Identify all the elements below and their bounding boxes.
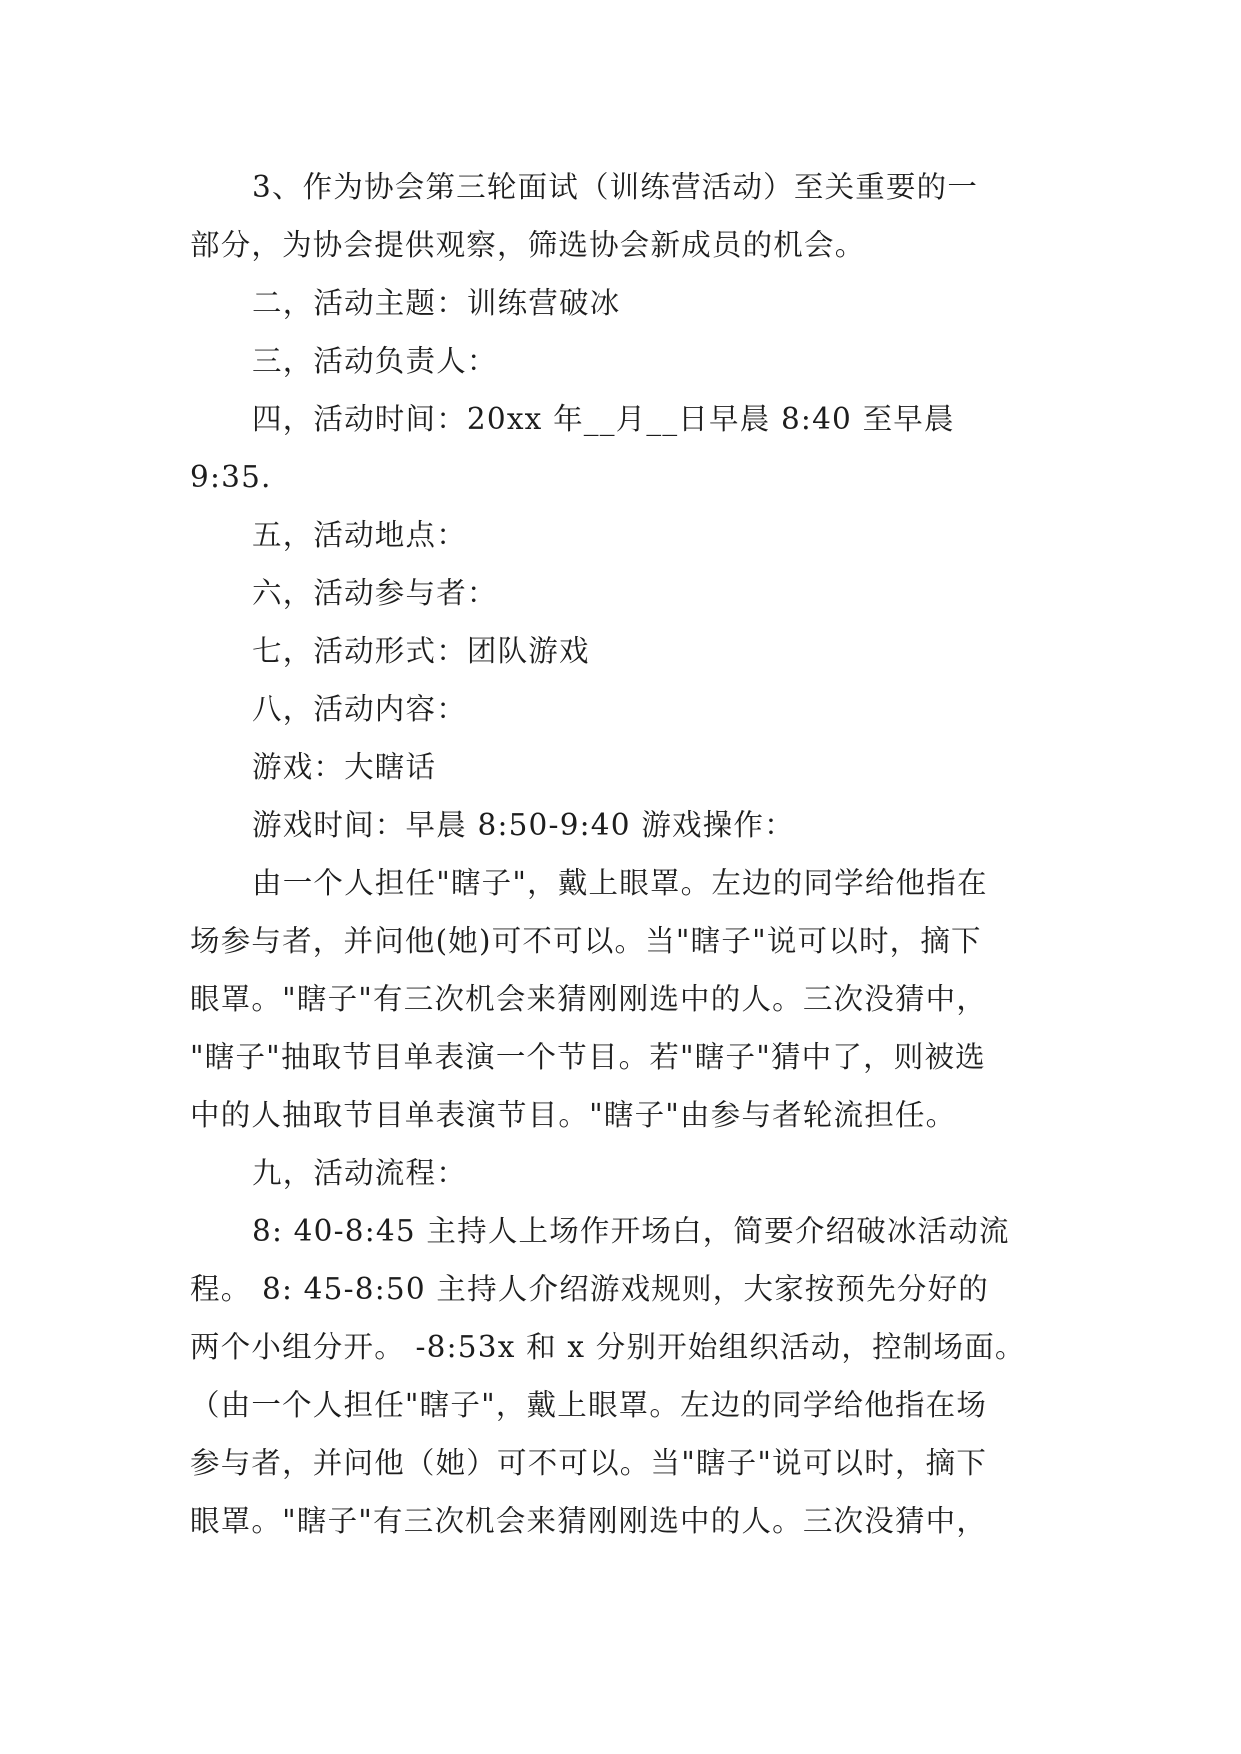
paragraph-line: 由一个人担任"瞎子"，戴上眼罩。左边的同学给他指在 (252, 866, 988, 900)
section-heading-participants: 六，活动参与者： (252, 576, 498, 610)
paragraph-line: 两个小组分开。 -8:53x 和 x 分别开始组织活动，控制场面。 (190, 1330, 1026, 1364)
section-heading-location: 五，活动地点： (252, 518, 467, 552)
paragraph-line: 8: 40-8:45 主持人上场作开场白，简要介绍破冰活动流 (252, 1214, 1010, 1248)
document-body (190, 158, 1070, 1550)
section-heading-format: 七，活动形式：团队游戏 (252, 634, 590, 668)
section-heading-theme: 二，活动主题：训练营破冰 (252, 286, 621, 320)
section-heading-process: 九，活动流程： (252, 1156, 467, 1190)
game-name: 游戏：大瞎话 (252, 750, 437, 784)
section-heading-time: 四，活动时间：20xx 年__月__日早晨 8:40 至早晨 (252, 402, 955, 436)
paragraph-line: 眼罩。"瞎子"有三次机会来猜刚刚选中的人。三次没猜中， (190, 1504, 988, 1538)
paragraph-line: 部分，为协会提供观察，筛选协会新成员的机会。 (190, 228, 866, 262)
paragraph-line: 程。 8: 45-8:50 主持人介绍游戏规则，大家按预先分好的 (190, 1272, 989, 1306)
game-time: 游戏时间：早晨 8:50-9:40 游戏操作： (252, 808, 795, 842)
paragraph-line: 中的人抽取节目单表演节目。"瞎子"由参与者轮流担任。 (190, 1098, 957, 1132)
paragraph-line: 参与者，并问他（她）可不可以。当"瞎子"说可以时，摘下 (190, 1446, 988, 1480)
paragraph-line: 9:35. (190, 460, 272, 494)
section-heading-lead: 三，活动负责人： (252, 344, 498, 378)
paragraph-line: （由一个人担任"瞎子"，戴上眼罩。左边的同学给他指在场 (190, 1388, 988, 1422)
paragraph-line: 眼罩。"瞎子"有三次机会来猜刚刚选中的人。三次没猜中， (190, 982, 988, 1016)
paragraph-line: 3、作为协会第三轮面试（训练营活动）至关重要的一 (252, 170, 979, 204)
paragraph-line: 场参与者，并问他(她)可不可以。当"瞎子"说可以时，摘下 (190, 924, 982, 958)
paragraph-line: "瞎子"抽取节目单表演一个节目。若"瞎子"猜中了，则被选 (190, 1040, 986, 1074)
section-heading-content: 八，活动内容： (252, 692, 467, 726)
